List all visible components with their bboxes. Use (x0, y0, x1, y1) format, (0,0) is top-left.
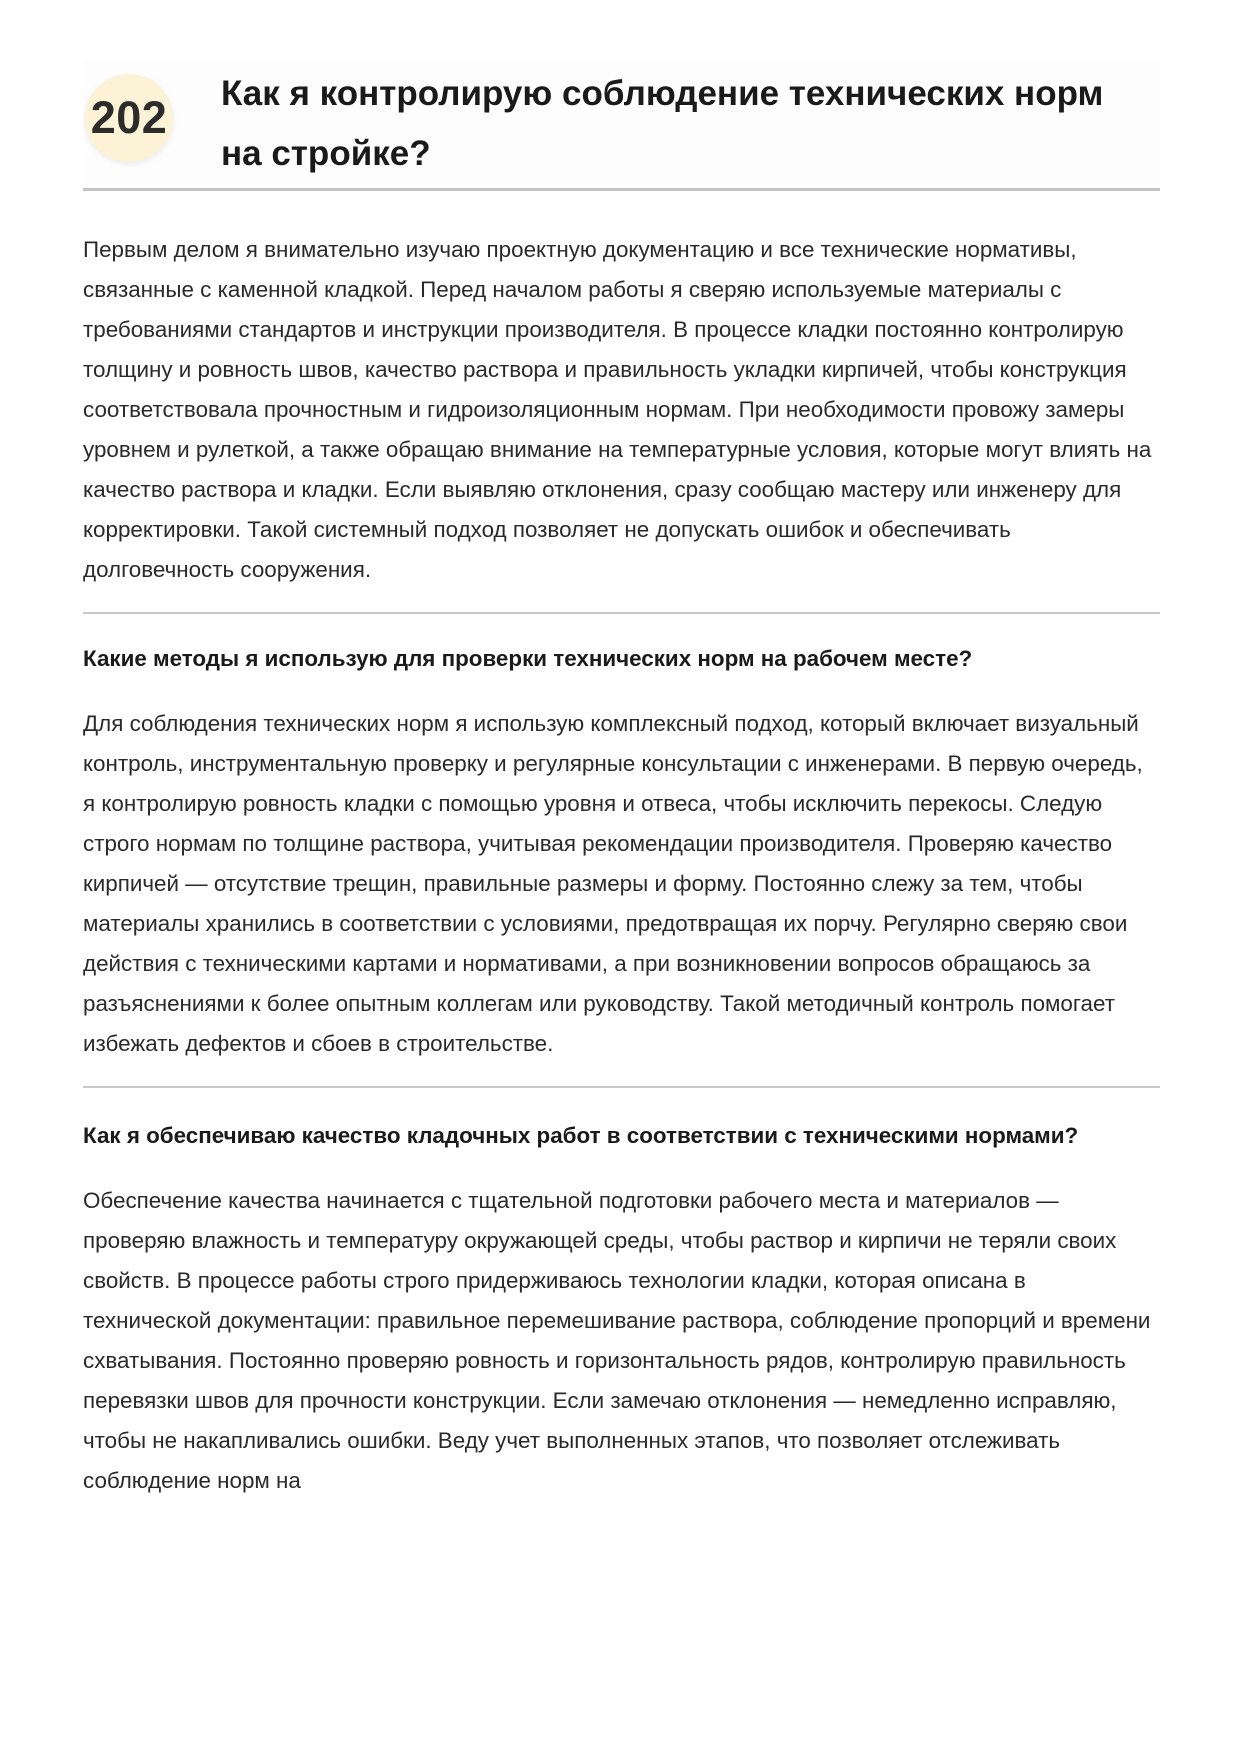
section-answer: Обеспечение качества начинается с тщательной подготовки рабочего места и материалов — проверяю влажность и температуру окружающей среды, чтобы раствор и кирпичи не теряли своих свойств. В процессе работы строго придерживаюсь технологии кладки, которая описана в технической документации: правильное перемешивание раствора, соблюдение пропорций и времени схватывания. Постоянно проверяю ровность и горизонтальность рядов, контролирую правильность перевязки швов для прочности конструкции. Если замечаю отклонения — немедленно исправляю, чтобы не накапливались ошибки. Веду учет выполненных этапов, что позволяет отслеживать соблюдение норм на (83, 1188, 1151, 1493)
page-header (83, 60, 1160, 191)
question-number-badge: 202 (85, 74, 173, 162)
section-divider (83, 612, 1160, 614)
section-question: Как я обеспечиваю качество кладочных работ в соответствии с техническими нормами? (83, 1123, 1079, 1148)
section-answer: Для соблюдения технических норм я использую комплексный подход, который включает визуальный контроль, инструментальную проверку и регулярные консультации с инженерами. В первую очередь, я контролирую ровность кладки с помощью уровня и отвеса, чтобы исключить перекосы. Следую строго нормам по толщине раствора, учитывая рекомендации производителя. Проверяю качество кирпичей — отсутствие трещин, правильные размеры и форму. Постоянно слежу за тем, чтобы материалы хранились в соответствии с условиями, предотвращая их порчу. Регулярно сверяю свои действия с техническими картами и нормативами, а при возникновении вопросов обращаюсь за разъяснениями к более опытным коллегам или руководству. Такой методичный контроль помогает избежать дефектов и сбоев в строительстве. (83, 711, 1143, 1056)
section-question: Какие методы я использую для проверки технических норм на рабочем месте? (83, 646, 973, 671)
page-title: Как я контролирую соблюдение технических норм на стройке? (221, 74, 1104, 173)
section-divider (83, 1086, 1160, 1088)
intro-paragraph: Первым делом я внимательно изучаю проектную документацию и все технические нормативы, связанные с каменной кладкой. Перед началом работы я сверяю используемые материалы с требованиями стандартов и инструкции производителя. В процессе кладки постоянно контролирую толщину и ровность швов, качество раствора и правильность укладки кирпичей, чтобы конструкция соответствовала прочностным и гидроизоляционным нормам. При необходимости провожу замеры уровнем и рулеткой, а также обращаю внимание на температурные условия, которые могут влиять на качество раствора и кладки. Если выявляю отклонения, сразу сообщаю мастеру или инженеру для корректировки. Такой системный подход позволяет не допускать ошибок и обеспечивать долговечность сооружения. (83, 237, 1152, 582)
document-page (83, 60, 1160, 1501)
